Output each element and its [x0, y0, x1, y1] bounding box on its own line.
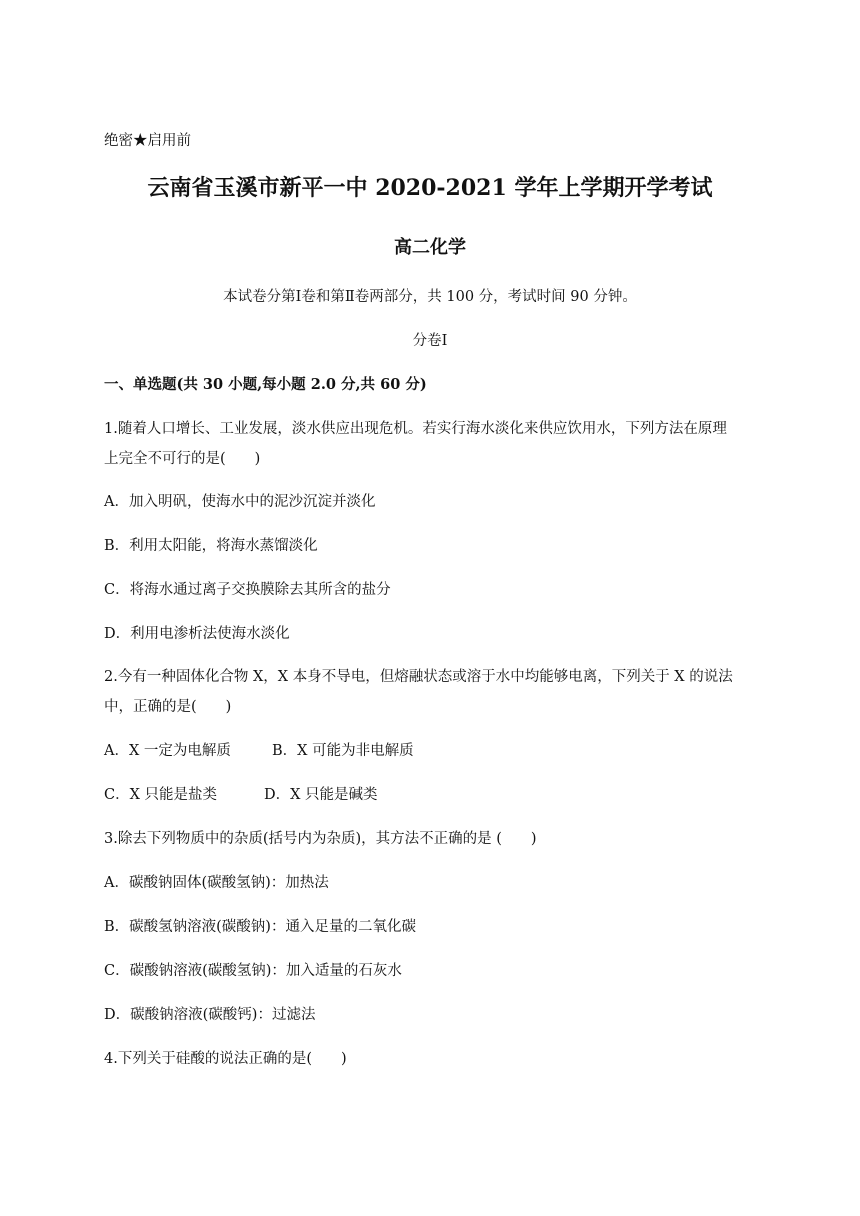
question-2-option-d: D．X 只能是碱类 — [264, 787, 378, 803]
question-2-option-c: C．X 只能是盐类 — [104, 787, 218, 803]
question-3-option-d: D．碳酸钠溶液(碳酸钙)：过滤法 — [104, 1007, 316, 1023]
question-3-stem: 3.除去下列物质中的杂质(括号内为杂质)，其方法不正确的是 ( ) — [104, 831, 537, 847]
exam-title: 云南省玉溪市新平一中 2020-2021 学年上学期开学考试 — [147, 175, 713, 201]
question-1-option-d: D．利用电渗析法使海水淡化 — [104, 626, 290, 642]
exam-subject: 高二化学 — [394, 237, 466, 258]
section-title: 一、单选题(共 30 小题,每小题 2.0 分,共 60 分) — [104, 376, 427, 393]
part-label: 分卷I — [412, 333, 448, 349]
question-1-stem-line-1: 1.随着人口增长、工业发展，淡水供应出现危机。若实行海水淡化来供应饮用水，下列方法在原理 — [104, 421, 727, 437]
question-1-option-c: C．将海水通过离子交换膜除去其所含的盐分 — [104, 582, 391, 598]
question-1-option-a: A．加入明矾，使海水中的泥沙沉淀并淡化 — [104, 494, 376, 510]
question-3-option-b: B．碳酸氢钠溶液(碳酸钠)：通入足量的二氧化碳 — [104, 919, 416, 935]
exam-instructions: 本试卷分第Ⅰ卷和第Ⅱ卷两部分，共 100 分，考试时间 90 分钟。 — [223, 289, 637, 305]
question-3-option-a: A．碳酸钠固体(碳酸氢钠)：加热法 — [104, 875, 329, 891]
question-2-option-a: A．X 一定为电解质 — [104, 743, 231, 759]
question-1-option-b: B．利用太阳能，将海水蒸馏淡化 — [104, 538, 318, 554]
question-4-stem: 4.下列关于硅酸的说法正确的是( ) — [104, 1051, 347, 1067]
question-2-stem-line-1: 2.今有一种固体化合物 X，X 本身不导电，但熔融状态或溶于水中均能够电离，下列关于 X 的说法 — [104, 669, 733, 685]
question-2-stem-line-2: 中，正确的是( ) — [104, 699, 232, 715]
question-2-option-b: B．X 可能为非电解质 — [272, 743, 414, 759]
confidential-label: 绝密★启用前 — [104, 133, 191, 149]
question-1-stem-line-2: 上完全不可行的是( ) — [104, 451, 261, 467]
question-3-option-c: C．碳酸钠溶液(碳酸氢钠)：加入适量的石灰水 — [104, 963, 402, 979]
